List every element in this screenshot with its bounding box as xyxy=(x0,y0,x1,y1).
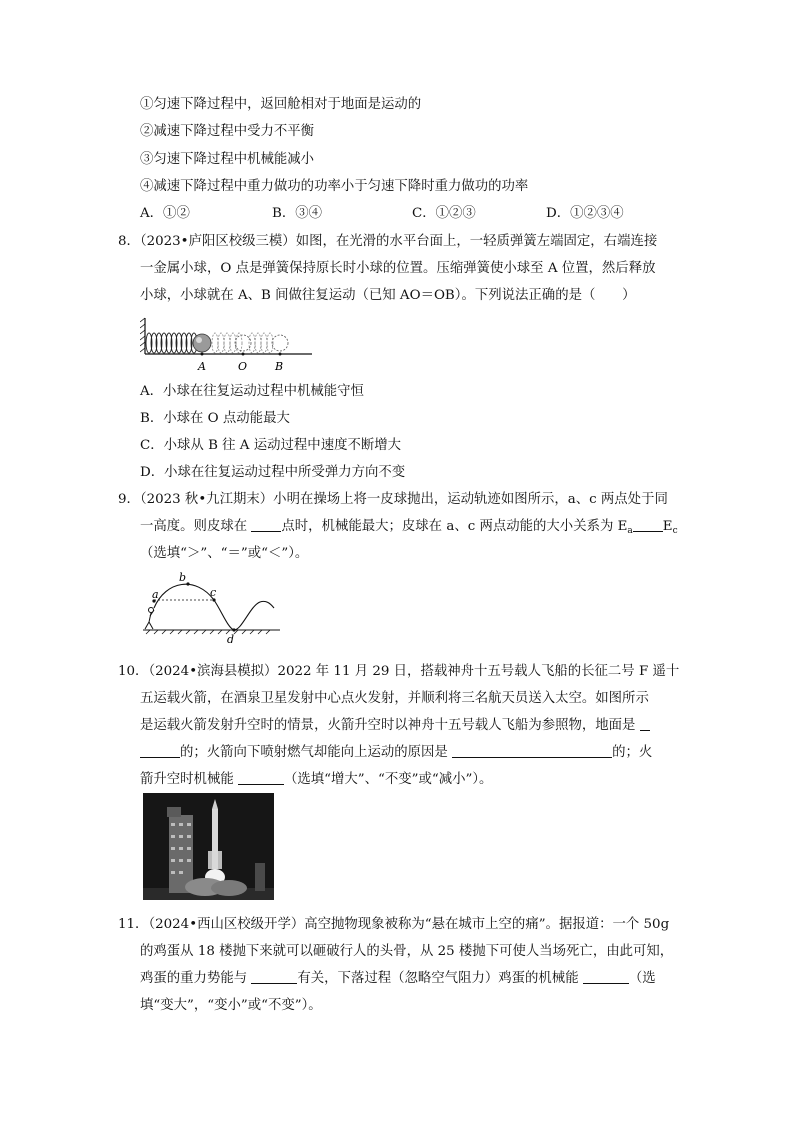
q7-option-a: A．①② xyxy=(140,206,190,221)
q10-line-1: 10．（2024•滨海县模拟）2022 年 11 月 29 日，搭载神舟十五号载人飞船的长征二号 F 遥十 xyxy=(118,664,680,679)
q7-statement-1: ①匀速下降过程中，返回舱相对于地面是运动的 xyxy=(140,97,422,112)
q10-line-3: 是运载火箭发射升空时的情景，火箭升空时以神舟十五号载人飞船为参照物，地面是 xyxy=(140,716,650,735)
q7-statement-2: ②减速下降过程中受力不平衡 xyxy=(140,124,315,139)
spring-ball-figure xyxy=(140,312,320,374)
label-d: d xyxy=(227,633,235,646)
q10-line-2: 五运载火箭，在酒泉卫星发射中心点火发射，并顺利将三名航天员送入太空。如图所示 xyxy=(140,691,649,706)
q11-line-1: 11．（2024•西山区校级开学）高空抛物现象被称为“悬在城市上空的痛”。据报道：一个 50g xyxy=(118,917,670,932)
q7-option-b: B．③④ xyxy=(272,206,323,221)
q11-blank-2[interactable] xyxy=(583,969,629,984)
q9-line-3: （选填“＞”、“＝”或“＜”）。 xyxy=(140,546,309,561)
q11-line-2: 的鸡蛋从 18 楼抛下来就可以砸破行人的头骨，从 25 楼抛下可使人当场死亡，由此可知， xyxy=(140,944,674,959)
label-c: c xyxy=(210,586,217,599)
label-a: A xyxy=(198,360,206,373)
q7-statement-3: ③匀速下降过程中机械能减小 xyxy=(140,152,315,167)
q11-line-4: 填“变大”，“变小”或“不变”）。 xyxy=(140,998,322,1013)
q8-option-b: B．小球在 O 点动能最大 xyxy=(140,411,290,426)
q8-stem-line-2: 一金属小球，O 点是弹簧保持原长时小球的位置。压缩弹簧使小球至 A 位置，然后释放 xyxy=(140,261,656,276)
label-b: B xyxy=(275,360,284,373)
q8-option-d: D．小球在往复运动过程中所受弹力方向不变 xyxy=(140,465,406,480)
q11-blank-1[interactable] xyxy=(251,969,297,984)
q8-stem-line-3: 小球，小球就在 A、B 间做往复运动（已知 AO＝OB）。下列说法正确的是（ ） xyxy=(140,288,636,303)
q8-option-a: A．小球在往复运动过程中机械能守恒 xyxy=(140,384,364,399)
q7-option-c: C．①②③ xyxy=(412,206,476,221)
q11-line-3: 鸡蛋的重力势能与 有关，下落过程（忽略空气阻力）鸡蛋的机械能 （选 xyxy=(140,971,656,986)
q9-line-2: 一高度。则皮球在 点时，机械能最大；皮球在 a、c 两点动能的大小关系为 $E_a$ $E_c$ xyxy=(140,519,678,536)
q10-blank-1b[interactable] xyxy=(140,743,180,758)
q8-option-c: C．小球从 B 往 A 运动过程中速度不断增大 xyxy=(140,438,402,453)
q7-statement-4: ④减速下降过程中重力做功的功率小于匀速下降时重力做功的功率 xyxy=(140,179,529,194)
label-o: O xyxy=(238,360,248,373)
q9-blank-2[interactable] xyxy=(633,517,663,532)
q9-line-1: 9．（2023 秋•九江期末）小明在操场上将一皮球抛出，运动轨迹如图所示，a、c 两点处于同 xyxy=(118,492,668,507)
ball-trajectory-figure xyxy=(138,570,283,646)
q9-blank-1[interactable] xyxy=(251,517,281,532)
q10-blank-3[interactable] xyxy=(238,770,284,785)
q8-stem-line-1: 8．（2023•庐阳区校级三模）如图，在光滑的水平台面上，一轻质弹簧左端固定，右端连接 xyxy=(118,234,658,249)
label-a: a xyxy=(152,588,159,601)
q7-option-d: D．①②③④ xyxy=(546,206,624,221)
q10-blank-2[interactable] xyxy=(452,743,612,758)
label-b: b xyxy=(179,571,187,584)
q10-line-5: 箭升空时机械能 （选填“增大”、“不变”或“减小”）。 xyxy=(140,772,493,787)
rocket-launch-photo xyxy=(143,793,274,900)
q10-blank-1a[interactable] xyxy=(640,716,650,731)
q10-line-4: 的；火箭向下喷射燃气却能向上运动的原因是 的；火 xyxy=(140,743,652,762)
